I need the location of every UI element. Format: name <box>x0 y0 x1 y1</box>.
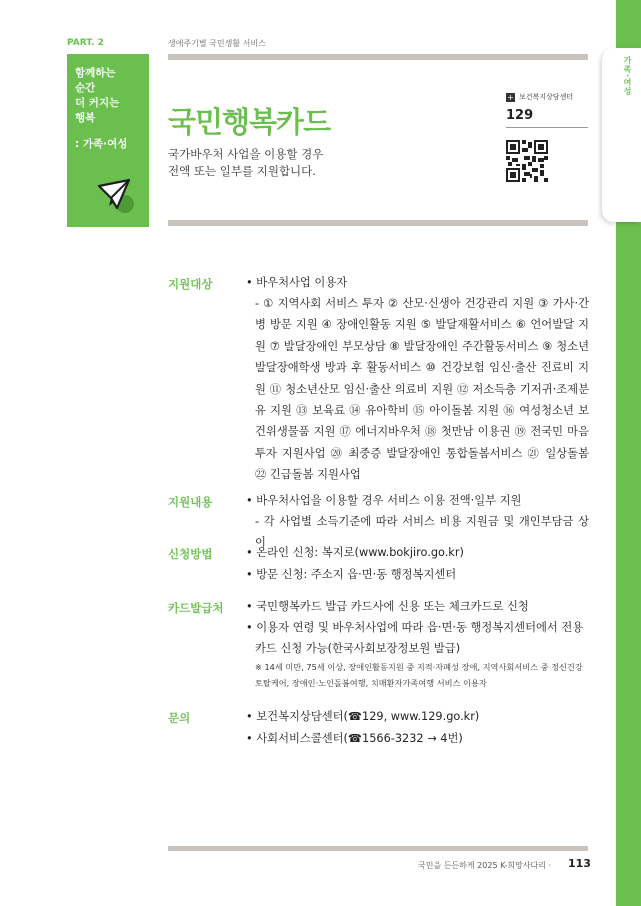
inquiry-social-service: • 사회서비스콜센터(☎1566-3232 → 4번) <box>246 732 463 745</box>
section-label-content: 지원내용 <box>168 495 213 509</box>
category-line: 행복 <box>75 112 96 124</box>
apply-online: • 온라인 신청: 복지로(www.bokjiro.go.kr) <box>246 546 464 559</box>
top-divider <box>168 54 588 60</box>
part-label: PART. 2 <box>67 38 104 48</box>
category-block <box>67 54 149 227</box>
section-label-card: 카드발급처 <box>168 601 224 615</box>
side-tab-label: 가족·여성 <box>623 56 632 97</box>
contact-box <box>506 92 588 128</box>
category-subtitle: : 가족·여성 <box>75 138 128 150</box>
card-note: ※ 14세 미만, 75세 이상, 장애인활동지원 중 지적·자폐성 장애, 지역사회서비스 중 정신건강 토탈케어, 장애인·노인돌봄여행, 치매환자가족여행 서비스 이용자 <box>255 662 583 688</box>
target-bullet: • 바우처사업 이용자 <box>246 276 348 289</box>
inquiry-call-center: • 보건복지상담센터(☎129, www.129.go.kr) <box>246 710 480 723</box>
section-label-inquiry: 문의 <box>168 711 191 725</box>
card-bullet-2: • 이용자 연령 및 바우처사업에 따라 읍·면·동 행정복지센터에서 전용 <box>246 621 584 634</box>
chapter-label: 생애주기별 국민생활 서비스 <box>168 39 266 48</box>
section-label-target: 지원대상 <box>168 277 213 291</box>
contact-number[interactable]: 129 <box>506 108 534 123</box>
description <box>168 146 323 180</box>
plus-icon: + <box>507 92 514 102</box>
paper-plane-icon <box>95 176 135 216</box>
footer-text: 국민을 든든하게 2025 K-희망사다리 · <box>418 861 552 870</box>
category-line: 함께하는 <box>75 67 116 79</box>
card-bullet-1: • 국민행복카드 발급 카드사에 신용 또는 체크카드로 신청 <box>246 600 529 613</box>
category-line: 순간 <box>75 82 96 94</box>
category-line: 더 커지는 <box>75 97 120 109</box>
bottom-divider <box>168 846 588 851</box>
target-detail: - ① 지역사회 서비스 투자 ② 산모·신생아 건강관리 지원 ③ 가사·간병 방문 지원 ④ 장애인활동 지원 ⑤ 발달재활서비스 ⑥ 언어발달 지원 ⑦ 발달장애인 부모상담 ⑧ 발달장애인 주간활동서비스 ⑨ 청소년 발달장애학생 방과 후 활동서비스 ⑩ 건강보험 임신·출산 진료비 지원 ⑪ 청소년산모 임신·출산 의료비 지원 ⑫ 저소득층 기저귀·조제분유 지원 ⑬ 보육료 ⑭ 유아학비 ⑮ 아이돌봄 지원 ⑯ 여성청소년 보건위생물품 지원 ⑰ 에너지바우처 ⑱ 첫만남 이용권 ⑲ 전국민 마음투자 지원사업 ⑳ 최중증 발달장애인 통합돌봄서비스 ㉑ 일상돌봄 ㉒ 긴급돌봄 지원사업 <box>255 297 589 482</box>
contact-name: 보건복지상담센터 <box>519 93 574 101</box>
page-number: 113 <box>568 857 591 870</box>
description-line: 전액 또는 일부를 지원합니다. <box>168 164 316 178</box>
middle-divider <box>168 220 588 226</box>
card-bullet-2-cont: 카드 신청 가능(한국사회보장정보원 발급) <box>255 642 461 655</box>
section-label-apply: 신청방법 <box>168 547 213 561</box>
contact-divider <box>506 127 588 128</box>
apply-visit: • 방문 신청: 주소지 읍·면·동 행정복지센터 <box>246 568 457 581</box>
content-detail: - 각 사업별 소득기준에 따라 서비스 비용 지원금 및 개인부담금 상이 <box>255 515 589 550</box>
content-bullet: • 바우처사업을 이용할 경우 서비스 이용 전액·일부 지원 <box>246 494 522 507</box>
contact-header <box>506 92 588 102</box>
page-title: 국민행복카드 <box>168 105 331 139</box>
category-title <box>75 66 119 126</box>
description-line: 국가바우처 사업을 이용할 경우 <box>168 147 324 161</box>
qr-code-icon[interactable] <box>506 140 548 182</box>
